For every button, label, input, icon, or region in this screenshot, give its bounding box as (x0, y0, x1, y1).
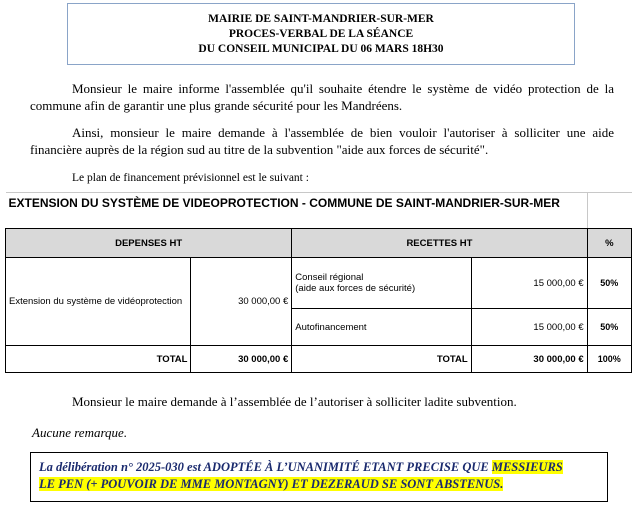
header-line-1: MAIRIE DE SAINT-MANDRIER-SUR-MER (208, 13, 434, 25)
recette-1-line-2: (aide aux forces de sécurité) (295, 283, 416, 294)
recette-1-line-1: Conseil régional (295, 272, 364, 283)
paragraph-plan-intro: Le plan de financement prévisionnel est le suivant : (72, 172, 309, 184)
table-title: EXTENSION DU SYSTÈME DE VIDEOPROTECTION - COMMUNE DE SAINT-MANDRIER-SUR-MER (6, 193, 588, 213)
recette-label-1 (292, 258, 471, 309)
header-line-2: PROCES-VERBAL DE LA SÉANCE (228, 28, 414, 40)
deliberation-box (30, 452, 608, 502)
paragraph-intro: Monsieur le maire informe l'assemblée qu'il souhaite étendre le système de vidéo protection de la commune afin de garantir une plus grande sécurité pour les Mandréens. (30, 81, 614, 113)
document-header (67, 3, 575, 65)
paragraph-request: Ainsi, monsieur le maire demande à l'assemblée de bien vouloir l'autoriser à solliciter une aide financière auprès de la région sud au titre de la subvention "aide aux forces de sécurité". (30, 125, 614, 157)
total-depenses: 30 000,00 € (191, 346, 292, 373)
paragraph-authorization: Monsieur le maire demande à l’assemblée de l’autoriser à solliciter ladite subvention. (72, 394, 517, 409)
total-pct: 100% (587, 346, 631, 373)
deliberation-highlight-1: MESSIEURS (491, 460, 563, 474)
recette-label-2: Autofinancement (292, 309, 471, 346)
depense-amount: 30 000,00 € (191, 258, 292, 346)
total-label-recettes: TOTAL (292, 346, 471, 373)
depense-label: Extension du système de vidéoprotection (6, 258, 191, 346)
deliberation-highlight-2: LE PEN (+ POUVOIR DE MME MONTAGNY) ET DEZERAUD SE SONT ABSTENUS. (39, 477, 504, 491)
total-label-depenses: TOTAL (6, 346, 191, 373)
financing-table (5, 192, 632, 373)
total-recettes: 30 000,00 € (471, 346, 587, 373)
recette-pct-2: 50% (587, 309, 631, 346)
header-recettes: RECETTES HT (292, 229, 587, 258)
header-depenses: DEPENSES HT (6, 229, 292, 258)
header-pct: % (587, 229, 631, 258)
header-line-3: DU CONSEIL MUNICIPAL DU 06 MARS 18H30 (198, 43, 444, 55)
deliberation-text: La délibération n° 2025-030 est ADOPTÉE À L’UNANIMITÉ ETANT PRECISE QUE (39, 460, 492, 474)
recette-amount-2: 15 000,00 € (471, 309, 587, 346)
paragraph-no-remark: Aucune remarque. (32, 425, 128, 440)
recette-pct-1: 50% (587, 258, 631, 309)
recette-amount-1: 15 000,00 € (471, 258, 587, 309)
